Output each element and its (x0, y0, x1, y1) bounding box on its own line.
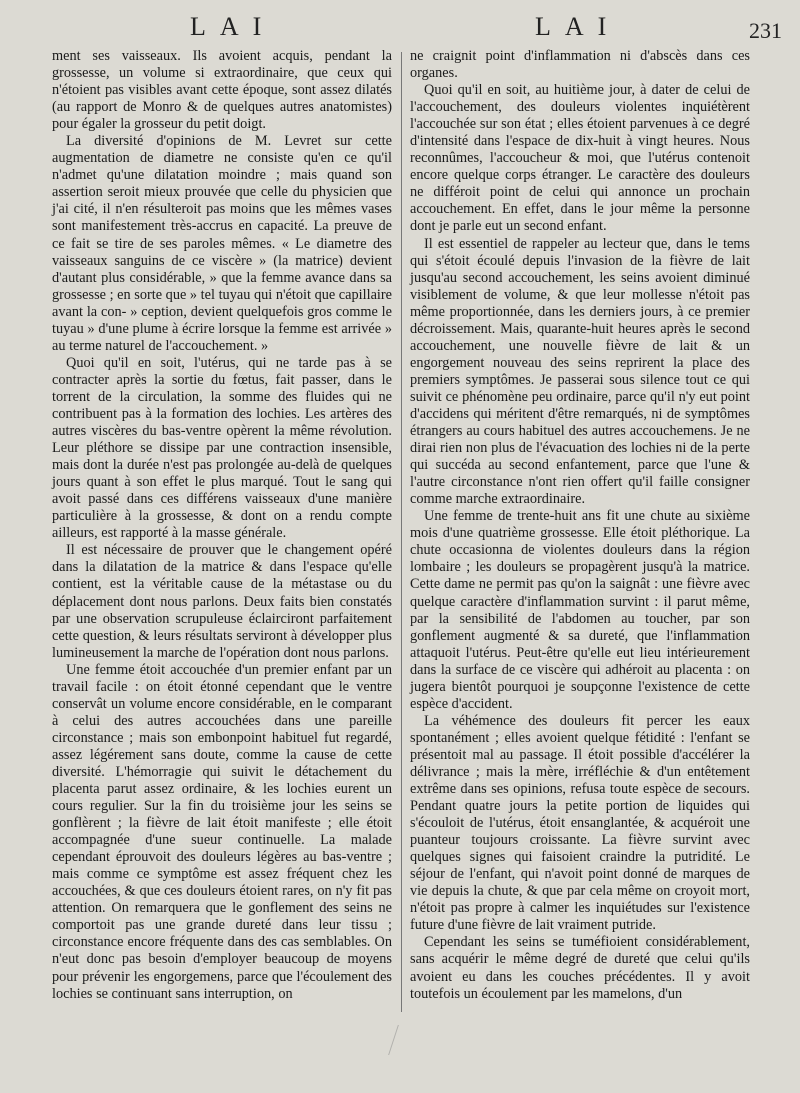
paragraph: ment ses vaisseaux. Ils avoient acquis, pendant la grossesse, un volume si extraordinaire, que ceux qui n'étoient pas visibles avant cette époque, sont assez dilatés (au rapport de Monro & de quelques autres anatomistes) pour égaler la grosseur du petit doigt. (52, 48, 392, 133)
paper-scratch (388, 1025, 411, 1055)
column-divider (401, 52, 402, 1012)
paragraph: Quoi qu'il en soit, au huitième jour, à dater de celui de l'accouchement, des douleurs violentes inquiétèrent l'accouchée sur son état ; elles étoient parvenues à ce degré d'intensité dans l'espace de dix-huit à vingt heures. Nous reconnûmes, l'accoucheur & moi, que l'utérus contenoit encore quelque corps étranger. Le caractère des douleurs ne différoit point de celui qui annonce un prochain accouchement. En effet, dans le jour même la personne dont je parle eut un second enfant. (410, 82, 750, 235)
running-head-left: LAI (190, 12, 276, 41)
paragraph: Il est essentiel de rappeler au lecteur que, dans le tems qui s'étoit écoulé depuis l'invasion de la fièvre de lait jusqu'au second accouchement, les seins avoient diminué visiblement de volume, & que leur mollesse n'étoit pas même proportionnée, dans les derniers jours, à ce premier décroissement. Mais, quarante-huit heures après le second accouchement, une nouvelle fièvre de lait & un engorgement nouveau des seins reprirent la place des premiers symptômes. Je passerai sous silence tout ce qui suivit ce phénomène peu ordinaire, parce qu'il n'y eut point d'accidens qui méritent d'être remarqués, ni de symptômes étrangers au cours habituel des autres accouchemens. Je ne dirai rien non plus de l'évacuation des lochies ni de la perte qui succéda au second enfantement, parce que l'une & l'autre circonstance n'ont rien offert qu'il faille consigner comme marche extraordinaire. (410, 235, 750, 508)
left-column (52, 48, 392, 1003)
paragraph: Cependant les seins se tuméfioient considérablement, sans acquérir le même degré de dureté que celui qu'ils avoient eu dans les couches précédentes. Il y avoit toutefois un écoulement par les mamelons, d'un (410, 934, 750, 1002)
right-column (410, 48, 750, 1003)
running-header (0, 4, 800, 44)
paragraph: La véhémence des douleurs fit percer les eaux spontanément ; elles avoient quelque fétidité : l'enfant se présentoit mal au passage. Il étoit possible d'accélérer la délivrance ; mais la mère, irréfléchie & d'un entêtement extrême dans ses opinions, refusa toute espèce de secours. Pendant quatre jours la petite portion de liquides qui s'écouloit de l'utérus, étoit ensanglantée, & acquéroit une puanteur toujours croissante. La fièvre survint avec quelques signes qui faisoient craindre la putridité. Le séjour de l'enfant, qui n'avoit point donné de marques de vie depuis la chute, & que par cela même on croyoit mort, n'étoit pas propre à calmer les inquiétudes sur l'existence future d'une fièvre de lait vraiment putride. (410, 712, 750, 934)
running-head-right: LAI (535, 12, 621, 41)
paragraph: Quoi qu'il en soit, l'utérus, qui ne tarde pas à se contracter après la sortie du fœtus, fait passer, dans le torrent de la circulation, la somme des fluides qui ne contribuent pas à la formation des lochies. Les artères des autres viscères du bas-ventre opèrent la même révolution. Leur pléthore se dissipe par une contraction insensible, mais dont la durée n'est pas prolongée au-delà de quelques jours quant à son effet le plus marqué. Tout le sang qui avoit passé dans ces différens vaisseaux d'une manière particulière à la grossesse, & dont on a rendu compte ailleurs, est rapporté à la masse générale. (52, 354, 392, 542)
paragraph: Une femme étoit accouchée d'un premier enfant par un travail facile : on étoit étonné cependant que le ventre conservât un volume encore considérable, en le comparant à celui des autres accouchées dans une pareille circonstance ; mais son embonpoint habituel fut regardé, assez légérement sans doute, comme la cause de cette diversité. L'hémorragie qui suivit le détachement du placenta parut assez ordinaire, & les lochies eurent un cours regulier. Sur la fin du troisième jour les seins se gonflèrent ; la fièvre de lait étoit manifeste ; elle étoit accompagnée d'une sueur continuelle. La malade cependant éprouvoit des douleurs légères au bas-ventre ; mais comme ce symptôme est assez fréquent chez les accouchées, & que ces douleurs étoient rares, on n'y fit pas attention. On remarquera que le gonflement des seins ne comportoit pas une grande dureté dans leur tissu ; circonstance encore fréquente dans des cas semblables. On n'eut donc pas besoin d'employer beaucoup de moyens pour prévenir les engorgemens, parce que l'écoulement des lochies se continuant sans interruption, on (52, 661, 392, 1002)
page-number: 231 (749, 18, 782, 43)
paragraph: La diversité d'opinions de M. Levret sur cette augmentation de diametre ne consiste qu'en ce qu'il n'admet qu'une dilatation moindre ; mais quand son assertion seroit mieux prouvée que celle du physicien que j'ai cité, il n'en résulteroit pas moins que les mêmes vases sont manifestement très-accrus en capacité. La preuve de ce fait se tire de ses paroles mêmes. « Le diametre des vaisseaux sanguins de ce viscère » (la matrice) devient d'autant plus considérable, » que la femme avance dans sa grossesse ; en sorte que » tel tuyau qui n'étoit que capillaire avant la con- » ception, devient quelquefois gros comme le tuyau » d'une plume à écrire lorsque la femme est arrivée » au terme naturel de l'accouchement. » (52, 133, 392, 354)
paragraph: Il est nécessaire de prouver que le changement opéré dans la dilatation de la matrice & dans l'espace qu'elle contient, est la véritable cause de la métastase ou du déplacement dont nous parlons. Deux faits bien constatés par une observation scrupuleuse éclairciront parfaitement cette question, & leurs résultats serviront à développer plus lumineusement la marche de l'opération dont nous parlons. (52, 542, 392, 661)
paragraph: Une femme de trente-huit ans fit une chute au sixième mois d'une quatrième grossesse. Elle étoit pléthorique. La chute occasionna de violentes douleurs dans la région lombaire ; les douleurs se propagèrent jusqu'à la matrice. Cette dame ne permit pas qu'on la saignât : une fièvre avec quelque caractère d'inflammation survint : il parut même, par la sensibilité de l'abdomen au toucher, par son gonflement augmenté & sa dureté, que l'inflammation attaquoit l'utérus. Peut-être qu'elle eut lieu intérieurement dans la surface de ce viscère qui adhéroit au placenta : on jugera bientôt pourquoi je soupçonne l'existence de cette espèce d'accident. (410, 508, 750, 712)
paragraph: ne craignit point d'inflammation ni d'abscès dans ces organes. (410, 48, 750, 82)
